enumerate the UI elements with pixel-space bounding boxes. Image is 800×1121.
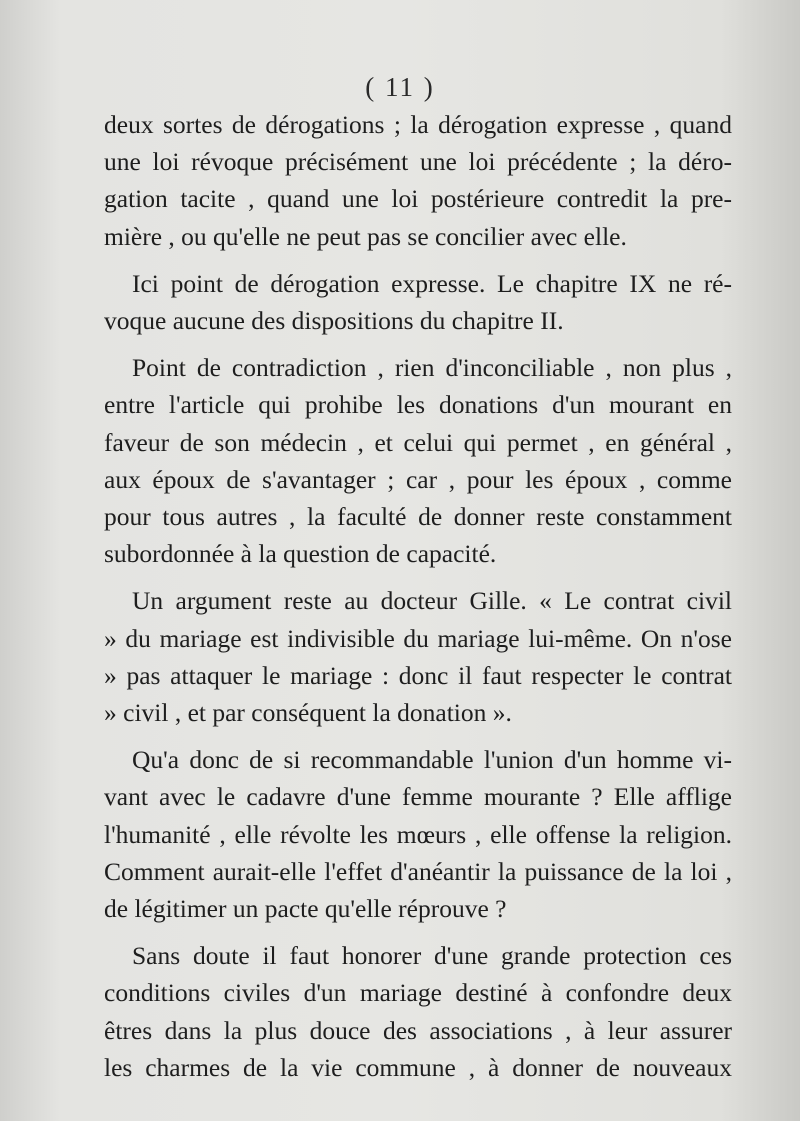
text-line: les charmes de la vie commune , à donner de nouveaux bbox=[104, 1052, 732, 1082]
text-line: l'humanité , elle révolte les mœurs , elle offense la religion. bbox=[104, 819, 732, 849]
text-line: mière , ou qu'elle ne peut pas se concilier avec elle. bbox=[104, 221, 627, 251]
text-line: Comment aurait-elle l'effet d'anéantir la puissance de la loi , bbox=[104, 856, 732, 886]
text-line: entre l'article qui prohibe les donations d'un mourant en bbox=[104, 390, 732, 420]
text-line: Point de contradiction , rien d'inconciliable , non plus , bbox=[132, 353, 732, 383]
text-line: Qu'a donc de si recommandable l'union d'un homme vi- bbox=[132, 745, 732, 775]
body-text bbox=[104, 106, 732, 1096]
paragraph-3 bbox=[104, 349, 732, 572]
text-line: vant avec le cadavre d'une femme mourante ? Elle afflige bbox=[104, 782, 732, 812]
text-line: gation tacite , quand une loi postérieure contredit la pre- bbox=[104, 184, 732, 214]
text-line: Un argument reste au docteur Gille. « Le contrat civil bbox=[132, 586, 732, 616]
text-line: » pas attaquer le mariage : donc il faut respecter le contrat bbox=[104, 660, 732, 690]
text-line: êtres dans la plus douce des associations , à leur assurer bbox=[104, 1015, 732, 1045]
text-line: pour tous autres , la faculté de donner reste constamment bbox=[104, 502, 732, 532]
text-line: conditions civiles d'un mariage destiné à confondre deux bbox=[104, 978, 732, 1008]
paragraph-4 bbox=[104, 582, 732, 731]
page-number: ( 11 ) bbox=[365, 72, 435, 102]
text-line: une loi révoque précisément une loi précédente ; la déro- bbox=[104, 147, 732, 177]
text-line: Ici point de dérogation expresse. Le chapitre IX ne ré- bbox=[132, 268, 732, 298]
text-line: de légitimer un pacte qu'elle réprouve ? bbox=[104, 894, 507, 924]
text-line: Sans doute il faut honorer d'une grande protection ces bbox=[132, 941, 732, 971]
text-line: » civil , et par conséquent la donation ». bbox=[104, 698, 512, 728]
paragraph-1 bbox=[104, 106, 732, 255]
text-line: faveur de son médecin , et celui qui permet , en général , bbox=[104, 427, 732, 457]
text-line: aux époux de s'avantager ; car , pour les époux , comme bbox=[104, 464, 732, 494]
text-line: » du mariage est indivisible du mariage lui-même. On n'ose bbox=[104, 623, 732, 653]
paragraph-2 bbox=[104, 265, 732, 339]
paragraph-6 bbox=[104, 937, 732, 1086]
paragraph-5 bbox=[104, 741, 732, 927]
text-line: deux sortes de dérogations ; la dérogation expresse , quand bbox=[104, 110, 732, 139]
text-line: voque aucune des dispositions du chapitre II. bbox=[104, 306, 564, 336]
text-line: subordonnée à la question de capacité. bbox=[104, 539, 497, 569]
